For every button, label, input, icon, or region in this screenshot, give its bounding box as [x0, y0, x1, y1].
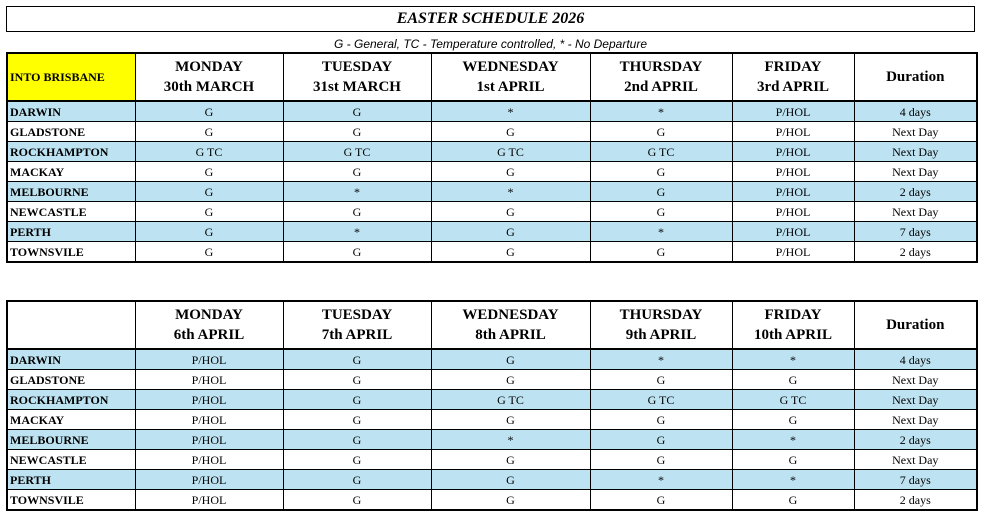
schedule-cell: G: [431, 410, 590, 430]
schedule-cell: *: [283, 222, 431, 242]
schedule-cell: G: [431, 490, 590, 511]
table-header-row: [7, 301, 977, 349]
duration-cell: 2 days: [854, 182, 977, 202]
schedule-cell: P/HOL: [135, 410, 283, 430]
day-name: THURSDAY: [619, 307, 703, 323]
day-column-header: [732, 301, 854, 349]
day-name: FRIDAY: [764, 307, 822, 323]
day-column-header: [283, 301, 431, 349]
schedule-cell: P/HOL: [732, 162, 854, 182]
schedule-cell: G: [135, 101, 283, 122]
day-name: TUESDAY: [321, 307, 393, 323]
day-column-header: [590, 53, 732, 101]
duration-cell: Next Day: [854, 162, 977, 182]
schedule-cell: G: [283, 202, 431, 222]
schedule-cell: G: [732, 370, 854, 390]
day-date: 8th APRIL: [475, 327, 546, 343]
duration-cell: 2 days: [854, 430, 977, 450]
schedule-cell: G: [283, 430, 431, 450]
city-name: TOWNSVILE: [7, 490, 135, 511]
day-date: 7th APRIL: [321, 327, 393, 343]
schedule-cell: *: [732, 430, 854, 450]
schedule-cell: G: [431, 122, 590, 142]
duration-cell: Next Day: [854, 122, 977, 142]
schedule-cell: P/HOL: [135, 390, 283, 410]
schedule-cell: G: [431, 349, 590, 370]
table-row: [7, 142, 977, 162]
schedule-cell: G: [135, 162, 283, 182]
table-row: [7, 101, 977, 122]
day-name: MONDAY: [175, 307, 243, 323]
day-column-header: [431, 53, 590, 101]
day-column-header: [590, 301, 732, 349]
schedule-cell: G: [431, 202, 590, 222]
duration-column-header: Duration: [854, 301, 977, 349]
city-name: GLADSTONE: [7, 122, 135, 142]
schedule-cell: G TC: [283, 142, 431, 162]
day-column-header: [431, 301, 590, 349]
city-name: PERTH: [7, 222, 135, 242]
schedule-cell: P/HOL: [732, 222, 854, 242]
schedule-cell: P/HOL: [732, 242, 854, 263]
city-name: GLADSTONE: [7, 370, 135, 390]
table-row: [7, 202, 977, 222]
day-name: WEDNESDAY: [462, 307, 559, 323]
table-row: [7, 390, 977, 410]
schedule-table-week-2: [6, 300, 978, 511]
schedule-cell: G: [135, 182, 283, 202]
schedule-title: EASTER SCHEDULE 2026: [6, 6, 975, 32]
city-name: ROCKHAMPTON: [7, 390, 135, 410]
schedule-cell: G: [732, 450, 854, 470]
schedule-cell: G: [590, 430, 732, 450]
schedule-cell: P/HOL: [135, 450, 283, 470]
schedule-cell: G: [732, 410, 854, 430]
schedule-cell: G: [431, 162, 590, 182]
schedule-cell: G: [590, 450, 732, 470]
duration-column-header: Duration: [854, 53, 977, 101]
schedule-cell: G: [431, 450, 590, 470]
schedule-cell: P/HOL: [135, 349, 283, 370]
duration-cell: 7 days: [854, 470, 977, 490]
schedule-cell: G: [590, 182, 732, 202]
table-row: [7, 349, 977, 370]
schedule-cell: P/HOL: [135, 370, 283, 390]
schedule-cell: *: [283, 182, 431, 202]
schedule-cell: *: [431, 430, 590, 450]
schedule-cell: P/HOL: [135, 490, 283, 511]
day-date: 10th APRIL: [754, 327, 832, 343]
schedule-cell: P/HOL: [135, 470, 283, 490]
schedule-cell: P/HOL: [135, 430, 283, 450]
table-row: [7, 450, 977, 470]
day-date: 2nd APRIL: [624, 79, 698, 95]
schedule-cell: G: [283, 470, 431, 490]
schedule-cell: G: [283, 450, 431, 470]
schedule-cell: G: [590, 242, 732, 263]
duration-cell: 2 days: [854, 242, 977, 263]
schedule-cell: G TC: [732, 390, 854, 410]
schedule-cell: G: [590, 490, 732, 511]
duration-cell: Next Day: [854, 390, 977, 410]
corner-label: [7, 301, 135, 349]
schedule-cell: G: [283, 390, 431, 410]
duration-cell: Next Day: [854, 410, 977, 430]
schedule-cell: G: [431, 222, 590, 242]
duration-cell: Next Day: [854, 370, 977, 390]
table-row: [7, 490, 977, 511]
schedule-cell: G TC: [431, 142, 590, 162]
schedule-cell: *: [732, 349, 854, 370]
schedule-cell: *: [431, 101, 590, 122]
duration-cell: 7 days: [854, 222, 977, 242]
schedule-cell: G: [135, 202, 283, 222]
schedule-cell: G: [135, 122, 283, 142]
schedule-cell: G: [732, 490, 854, 511]
schedule-cell: P/HOL: [732, 101, 854, 122]
schedule-cell: G: [431, 470, 590, 490]
schedule-cell: G: [283, 122, 431, 142]
schedule-cell: G: [590, 122, 732, 142]
schedule-cell: G: [283, 410, 431, 430]
city-name: ROCKHAMPTON: [7, 142, 135, 162]
city-name: NEWCASTLE: [7, 202, 135, 222]
schedule-cell: P/HOL: [732, 142, 854, 162]
city-name: MACKAY: [7, 162, 135, 182]
schedule-cell: G: [135, 222, 283, 242]
duration-cell: Next Day: [854, 202, 977, 222]
schedule-cell: G: [590, 202, 732, 222]
schedule-cell: *: [590, 470, 732, 490]
table-row: [7, 242, 977, 263]
schedule-cell: G: [283, 101, 431, 122]
day-date: 3rd APRIL: [756, 79, 830, 95]
table-row: [7, 370, 977, 390]
table-row: [7, 470, 977, 490]
city-name: TOWNSVILE: [7, 242, 135, 263]
corner-label: INTO BRISBANE: [7, 53, 135, 101]
schedule-cell: G: [590, 370, 732, 390]
schedule-cell: *: [590, 349, 732, 370]
table-row: [7, 162, 977, 182]
city-name: DARWIN: [7, 101, 135, 122]
day-name: FRIDAY: [764, 59, 822, 75]
duration-cell: 4 days: [854, 101, 977, 122]
day-column-header: [732, 53, 854, 101]
schedule-cell: G: [283, 370, 431, 390]
city-name: PERTH: [7, 470, 135, 490]
day-column-header: [283, 53, 431, 101]
schedule-legend: G - General, TC - Temperature controlled, * - No Departure: [333, 37, 647, 51]
day-name: WEDNESDAY: [462, 59, 559, 75]
table-row: [7, 182, 977, 202]
schedule-cell: G: [283, 162, 431, 182]
table-row: [7, 410, 977, 430]
schedule-cell: P/HOL: [732, 202, 854, 222]
schedule-cell: G: [431, 242, 590, 263]
schedule-cell: *: [590, 101, 732, 122]
day-date: 6th APRIL: [173, 327, 245, 343]
day-column-header: [135, 53, 283, 101]
day-name: THURSDAY: [619, 59, 703, 75]
table-row: [7, 122, 977, 142]
schedule-cell: *: [732, 470, 854, 490]
schedule-cell: P/HOL: [732, 122, 854, 142]
schedule-cell: G TC: [590, 142, 732, 162]
city-name: NEWCASTLE: [7, 450, 135, 470]
schedule-table-week-1: [6, 52, 978, 263]
schedule-cell: P/HOL: [732, 182, 854, 202]
day-date: 9th APRIL: [625, 327, 697, 343]
duration-cell: Next Day: [854, 142, 977, 162]
table-row: [7, 430, 977, 450]
day-column-header: [135, 301, 283, 349]
schedule-cell: G TC: [590, 390, 732, 410]
table-header-row: [7, 53, 977, 101]
schedule-cell: G: [283, 490, 431, 511]
day-name: MONDAY: [175, 59, 243, 75]
schedule-cell: G TC: [135, 142, 283, 162]
duration-cell: 2 days: [854, 490, 977, 511]
city-name: MELBOURNE: [7, 182, 135, 202]
day-name: TUESDAY: [321, 59, 393, 75]
schedule-cell: G: [590, 162, 732, 182]
schedule-cell: *: [431, 182, 590, 202]
day-date: 1st APRIL: [476, 79, 545, 95]
city-name: DARWIN: [7, 349, 135, 370]
schedule-cell: G: [590, 410, 732, 430]
duration-cell: 4 days: [854, 349, 977, 370]
table-row: [7, 222, 977, 242]
duration-cell: Next Day: [854, 450, 977, 470]
day-date: 31st MARCH: [313, 79, 401, 95]
schedule-cell: G: [431, 370, 590, 390]
schedule-cell: G TC: [431, 390, 590, 410]
city-name: MACKAY: [7, 410, 135, 430]
schedule-cell: G: [135, 242, 283, 263]
day-date: 30th MARCH: [163, 79, 255, 95]
schedule-cell: G: [283, 349, 431, 370]
schedule-cell: *: [590, 222, 732, 242]
schedule-cell: G: [283, 242, 431, 263]
city-name: MELBOURNE: [7, 430, 135, 450]
